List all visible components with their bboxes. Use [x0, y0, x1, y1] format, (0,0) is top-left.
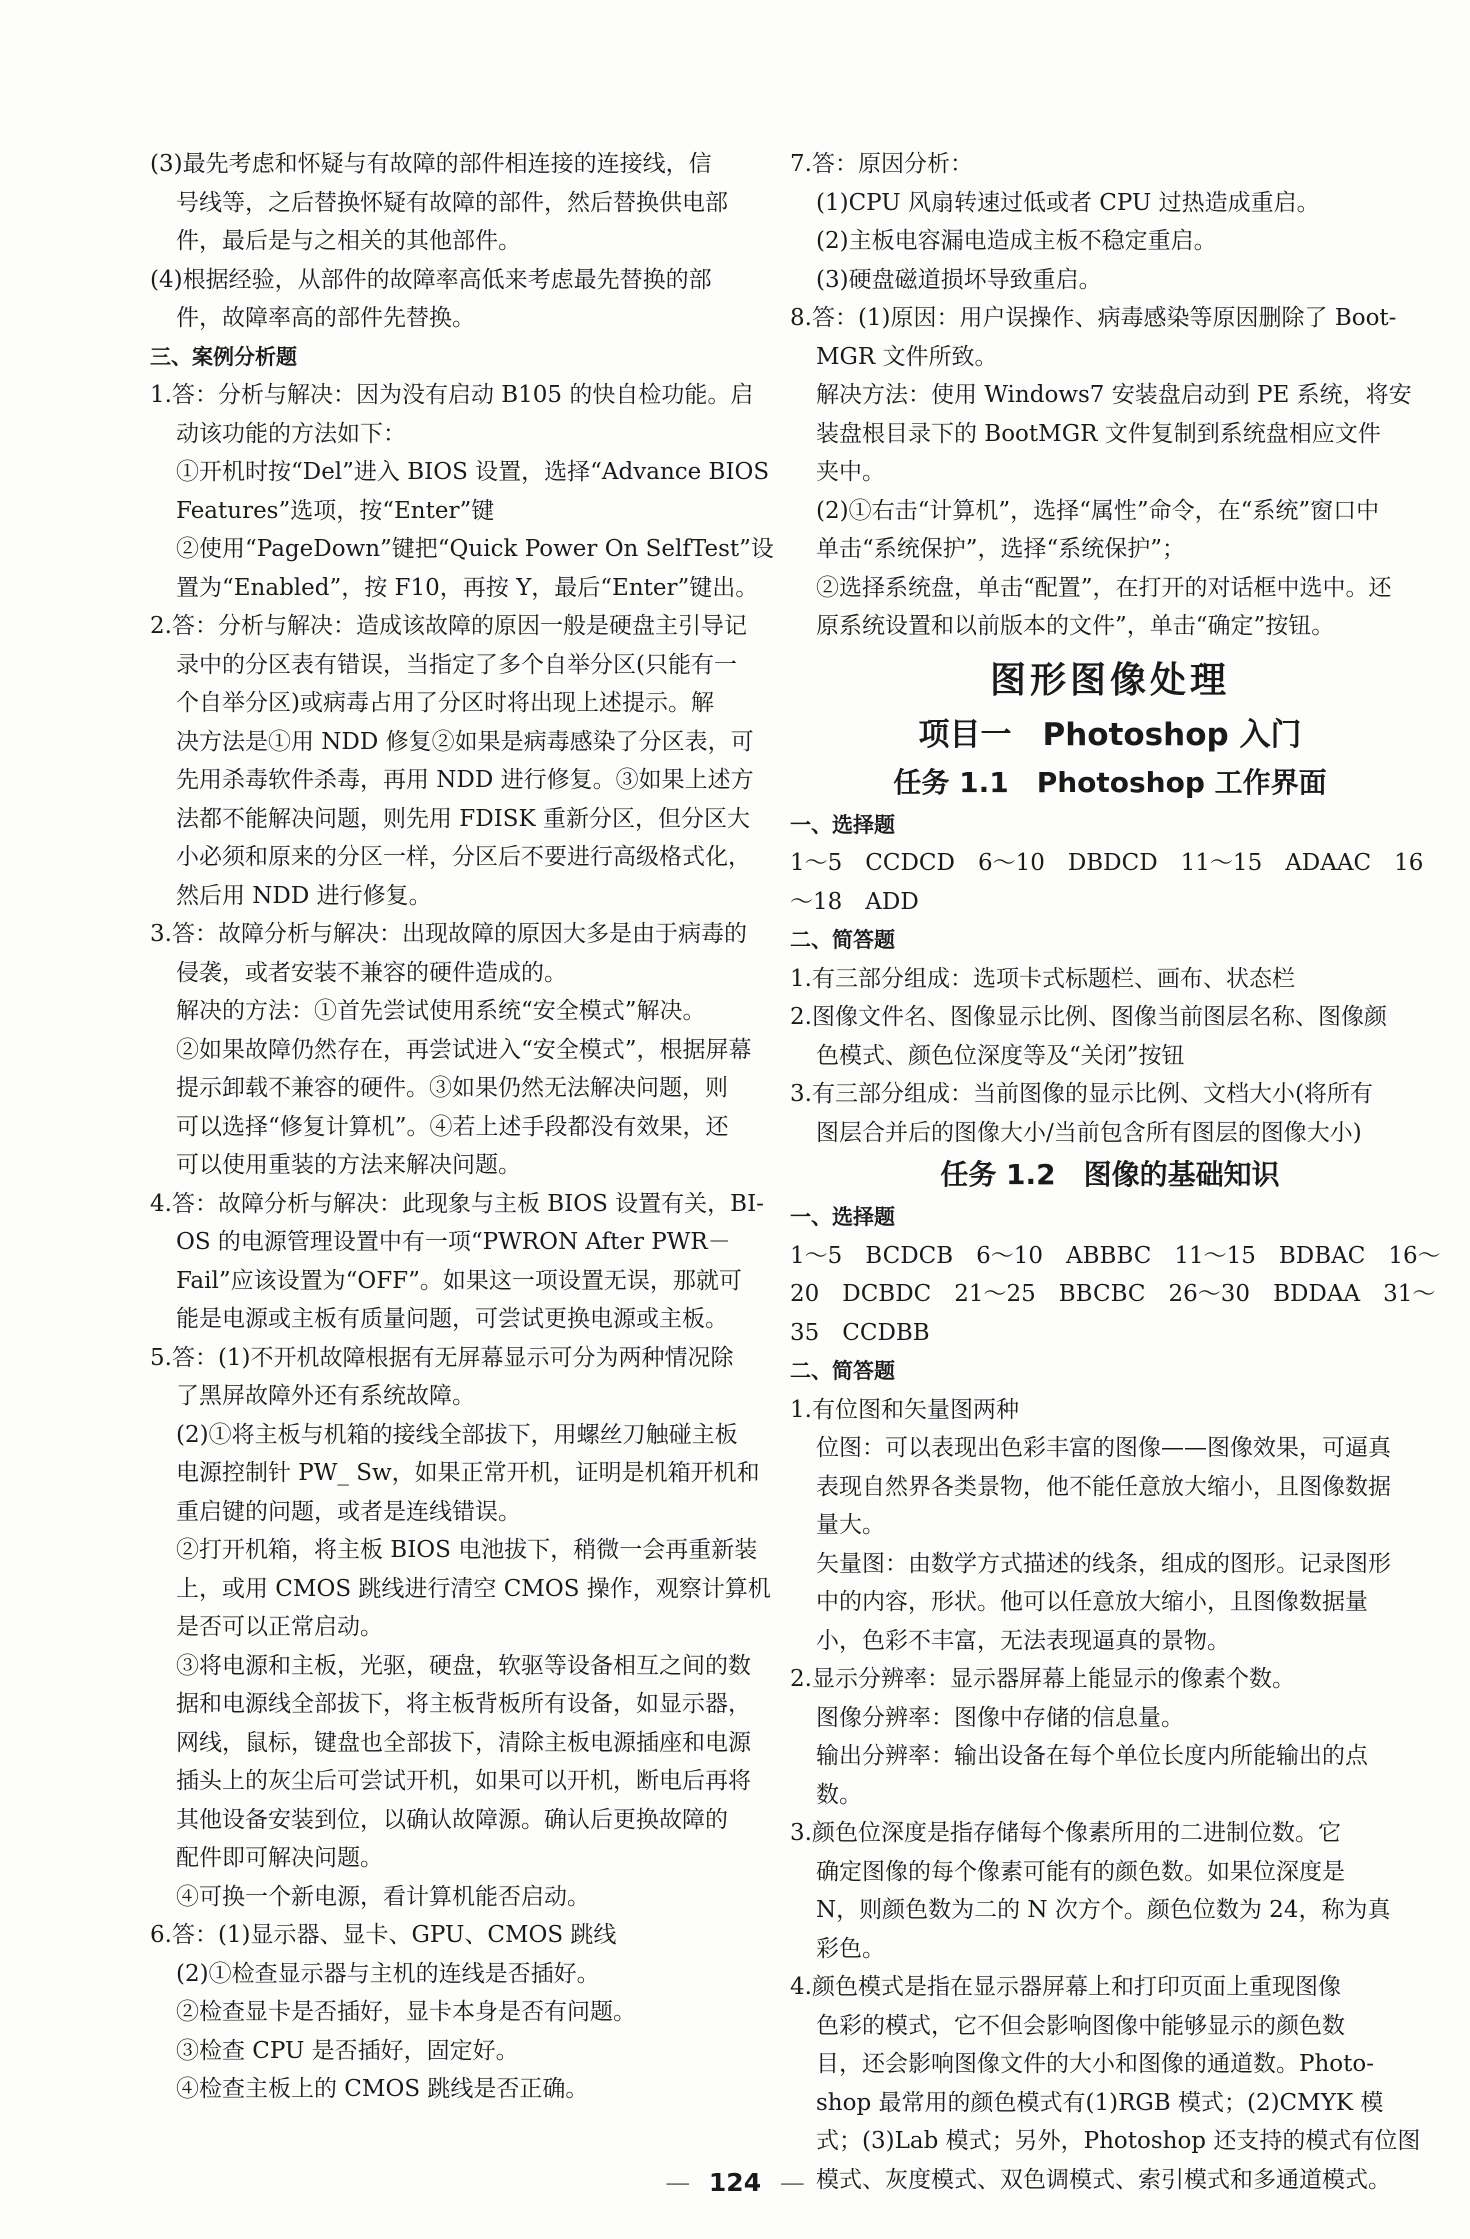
text-line: 法都不能解决问题，则先用 FDISK 重新分区，但分区大 [176, 805, 751, 832]
text-line: OS 的电源管理设置中有一项“PWRON After PWR－ [176, 1229, 731, 1255]
text-line: 2.答：分析与解决：造成该故障的原因一般是硬盘主引导记 [150, 613, 747, 639]
text-line: 8.答：(1)原因：用户误操作、病毒感染等原因删除了 Boot- [790, 305, 1397, 331]
text-line: 置为“Enabled”，按 F10，再按 Y，最后“Enter”键出。 [176, 574, 759, 601]
text-line: 其他设备安装到位，以确认故障源。确认后更换故障的 [176, 1806, 728, 1833]
text-line: 输出分辨率：输出设备在每个单位长度内所能输出的点 [816, 1743, 1368, 1769]
text-line: 表现自然界各类景物，他不能任意放大缩小，且图像数据 [816, 1473, 1391, 1500]
text-line: 2.图像文件名、图像显示比例、图像当前图层名称、图像颜 [790, 1004, 1387, 1030]
left-column [150, 145, 774, 2109]
text-line: 解决的方法：①首先尝试使用系统“安全模式”解决。 [176, 998, 706, 1024]
text-line: 模式、灰度模式、双色调模式、索引模式和多通道模式。 [816, 2166, 1391, 2193]
text-line: ～18 ADD [790, 888, 919, 915]
text-line: 1.有三部分组成：选项卡式标题栏、画布、状态栏 [790, 965, 1295, 992]
text-line: 5.答：(1)不开机故障根据有无屏幕显示可分为两种情况除 [150, 1344, 734, 1371]
text-line: 位图：可以表现出色彩丰富的图像——图像效果，可逼真 [816, 1435, 1391, 1461]
text-line: 个自举分区)或病毒占用了分区时将出现上述提示。解 [176, 690, 714, 716]
text-line: 了黑屏故障外还有系统故障。 [176, 1383, 475, 1409]
text-line: 4.颜色模式是指在显示器屏幕上和打印页面上重现图像 [790, 1974, 1341, 2000]
chapter-title: 图形图像处理 [989, 659, 1230, 701]
section-heading: 一、选择题 [790, 1205, 895, 1229]
text-line: 插头上的灰尘后可尝试开机，如果可以开机，断电后再将 [176, 1768, 751, 1794]
text-line: 决方法是①用 NDD 修复②如果是病毒感染了分区表，可 [176, 728, 754, 755]
text-line: ②如果故障仍然存在，再尝试进入“安全模式”，根据屏幕 [176, 1036, 752, 1063]
text-line: 图层合并后的图像大小/当前包含所有图层的图像大小) [816, 1119, 1362, 1146]
text-line: 1.答：分析与解决：因为没有启动 B105 的快自检功能。启 [150, 382, 754, 408]
text-line: 件，故障率高的部件先替换。 [176, 305, 475, 331]
text-line: Features”选项，按“Enter”键 [176, 497, 495, 524]
text-line: ④可换一个新电源，看计算机能否启动。 [176, 1883, 590, 1910]
text-line: ①开机时按“Del”进入 BIOS 设置，选择“Advance BIOS [176, 459, 770, 485]
text-line: 3.颜色位深度是指存储每个像素所用的二进制位数。它 [790, 1820, 1341, 1846]
section-heading: 一、选择题 [790, 812, 895, 837]
text-line: 小，色彩不丰富，无法表现逼真的景物。 [816, 1627, 1230, 1654]
text-line: 号线等，之后替换怀疑有故障的部件，然后替换供电部 [176, 189, 728, 216]
text-line: 确定图像的每个像素可能有的颜色数。如果位深度是 [816, 1858, 1345, 1885]
text-line: (3)硬盘磁道损坏导致重启。 [816, 266, 1102, 293]
text-line: 量大。 [816, 1512, 885, 1538]
text-line: ②选择系统盘，单击“配置”，在打开的对话框中选中。还 [816, 574, 1392, 601]
text-line: 网线，鼠标，键盘也全部拔下，清除主板电源插座和电源 [176, 1729, 751, 1756]
text-line: ③检查 CPU 是否插好，固定好。 [176, 2037, 519, 2064]
page-dash-right: — [779, 2168, 805, 2197]
text-line: ②检查显卡是否插好，显卡本身是否有问题。 [176, 1999, 636, 2025]
text-line: (2)①检查显示器与主机的连线是否插好。 [176, 1960, 600, 1987]
text-line: 色模式、颜色位深度等及“关闭”按钮 [816, 1042, 1185, 1069]
text-line: 配件即可解决问题。 [176, 1845, 383, 1871]
text-line: (4)根据经验，从部件的故障率高低来考虑最先替换的部 [150, 266, 712, 293]
text-line: 动该功能的方法如下： [176, 420, 406, 447]
section-heading: 二、简答题 [790, 928, 895, 952]
text-line: (2)①将主板与机箱的接线全部拔下，用螺丝刀触碰主板 [176, 1421, 738, 1448]
task-title: 任务 1.2 图像的基础知识 [940, 1158, 1280, 1191]
text-line: 然后用 NDD 进行修复。 [176, 882, 432, 909]
text-line: 提示卸载不兼容的硬件。③如果仍然无法解决问题，则 [176, 1075, 728, 1101]
text-line: 色彩的模式，它不但会影响图像中能够显示的颜色数 [816, 2012, 1345, 2039]
text-line: N，则颜色数为二的 N 次方个。颜色位数为 24，称为真 [816, 1897, 1391, 1923]
text-line: 2.显示分辨率：显示器屏幕上能显示的像素个数。 [790, 1666, 1295, 1692]
text-line: 上，或用 CMOS 跳线进行清空 CMOS 操作，观察计算机 [176, 1575, 771, 1602]
text-line: 式；(3)Lab 模式；另外，Photoshop 还支持的模式有位图 [816, 2128, 1421, 2154]
text-line: 20 DCBDC 21～25 BBCBC 26～30 BDDAA 31～ [790, 1281, 1436, 1307]
text-line: 图像分辨率：图像中存储的信息量。 [816, 1704, 1184, 1731]
text-line: MGR 文件所致。 [816, 343, 998, 370]
text-line: 7.答：原因分析： [790, 151, 973, 177]
page-footer [0, 2168, 1470, 2197]
text-line: 单击“系统保护”，选择“系统保护”； [816, 536, 1186, 562]
text-line: 装盘根目录下的 BootMGR 文件复制到系统盘相应文件 [816, 420, 1381, 447]
text-line: 1～5 CCDCD 6～10 DBDCD 11～15 ADAAC 16 [790, 850, 1424, 876]
text-line: shop 最常用的颜色模式有(1)RGB 模式；(2)CMYK 模 [816, 2089, 1384, 2116]
text-line: ②使用“PageDown”键把“Quick Power On SelfTest”设 [176, 536, 774, 562]
text-line: 1～5 BCDCB 6～10 ABBBC 11～15 BDBAC 16～ [790, 1242, 1441, 1269]
text-line: ④检查主板上的 CMOS 跳线是否正确。 [176, 2076, 589, 2102]
text-line: 夹中。 [816, 459, 885, 485]
text-line: 4.答：故障分析与解决：此现象与主板 BIOS 设置有关，BI- [150, 1190, 764, 1217]
text-line: 6.答：(1)显示器、显卡、GPU、CMOS 跳线 [150, 1922, 617, 1948]
right-column [790, 145, 1441, 2199]
page-dash-left: — [665, 2168, 691, 2197]
section-heading: 二、简答题 [790, 1359, 895, 1383]
text-line: 3.答：故障分析与解决：出现故障的原因大多是由于病毒的 [150, 921, 747, 947]
text-line: 目，还会影响图像文件的大小和图像的通道数。Photo- [816, 2051, 1374, 2077]
text-line: 35 CCDBB [790, 1319, 930, 1346]
text-line: 可以选择“修复计算机”。④若上述手段都没有效果，还 [176, 1113, 729, 1140]
text-line: 能是电源或主板有质量问题，可尝试更换电源或主板。 [176, 1306, 728, 1332]
text-line: 可以使用重装的方法来解决问题。 [176, 1152, 521, 1178]
text-line: Fail”应该设置为“OFF”。如果这一项设置无误，那就可 [176, 1267, 742, 1294]
text-line: (2)①右击“计算机”，选择“属性”命令，在“系统”窗口中 [816, 497, 1380, 524]
text-line: 是否可以正常启动。 [176, 1614, 383, 1640]
text-line: 重启键的问题，或者是连线错误。 [176, 1498, 521, 1525]
text-line: 录中的分区表有错误，当指定了多个自举分区(只能有一 [176, 651, 737, 678]
text-line: (2)主板电容漏电造成主板不稳定重启。 [816, 228, 1217, 254]
section-heading: 三、案例分析题 [150, 344, 297, 369]
text-line: 1.有位图和矢量图两种 [790, 1396, 1019, 1423]
text-line: (1)CPU 风扇转速过低或者 CPU 过热造成重启。 [816, 189, 1320, 216]
text-line: (3)最先考虑和怀疑与有故障的部件相连接的连接线，信 [150, 151, 712, 177]
text-line: ②打开机箱，将主板 BIOS 电池拔下，稍微一会再重新装 [176, 1537, 758, 1563]
text-line: 中的内容，形状。他可以任意放大缩小，且图像数据量 [816, 1589, 1368, 1615]
page-number: 124 [708, 2168, 762, 2197]
text-line: ③将电源和主板，光驱，硬盘，软驱等设备相互之间的数 [176, 1652, 751, 1679]
text-line: 先用杀毒软件杀毒，再用 NDD 进行修复。③如果上述方 [176, 767, 754, 793]
text-line: 矢量图：由数学方式描述的线条，组成的图形。记录图形 [816, 1550, 1391, 1577]
task-title: 任务 1.1 Photoshop 工作界面 [893, 765, 1327, 799]
text-line: 小必须和原来的分区一样，分区后不要进行高级格式化， [176, 844, 751, 870]
text-line: 侵袭，或者安装不兼容的硬件造成的。 [176, 959, 567, 986]
text-line: 解决方法：使用 Windows7 安装盘启动到 PE 系统，将安 [816, 382, 1412, 408]
text-line: 件，最后是与之相关的其他部件。 [176, 228, 521, 254]
text-line: 据和电源线全部拔下，将主板背板所有设备，如显示器， [176, 1691, 751, 1717]
project-title: 项目一 Photoshop 入门 [918, 716, 1302, 753]
text-line: 电源控制针 PW_ Sw，如果正常开机，证明是机箱开机和 [176, 1460, 760, 1486]
text-line: 原系统设置和以前版本的文件”，单击“确定”按钮。 [816, 613, 1335, 639]
text-line: 彩色。 [816, 1935, 885, 1962]
text-line: 3.有三部分组成：当前图像的显示比例、文档大小(将所有 [790, 1081, 1373, 1107]
text-line: 数。 [816, 1781, 862, 1808]
